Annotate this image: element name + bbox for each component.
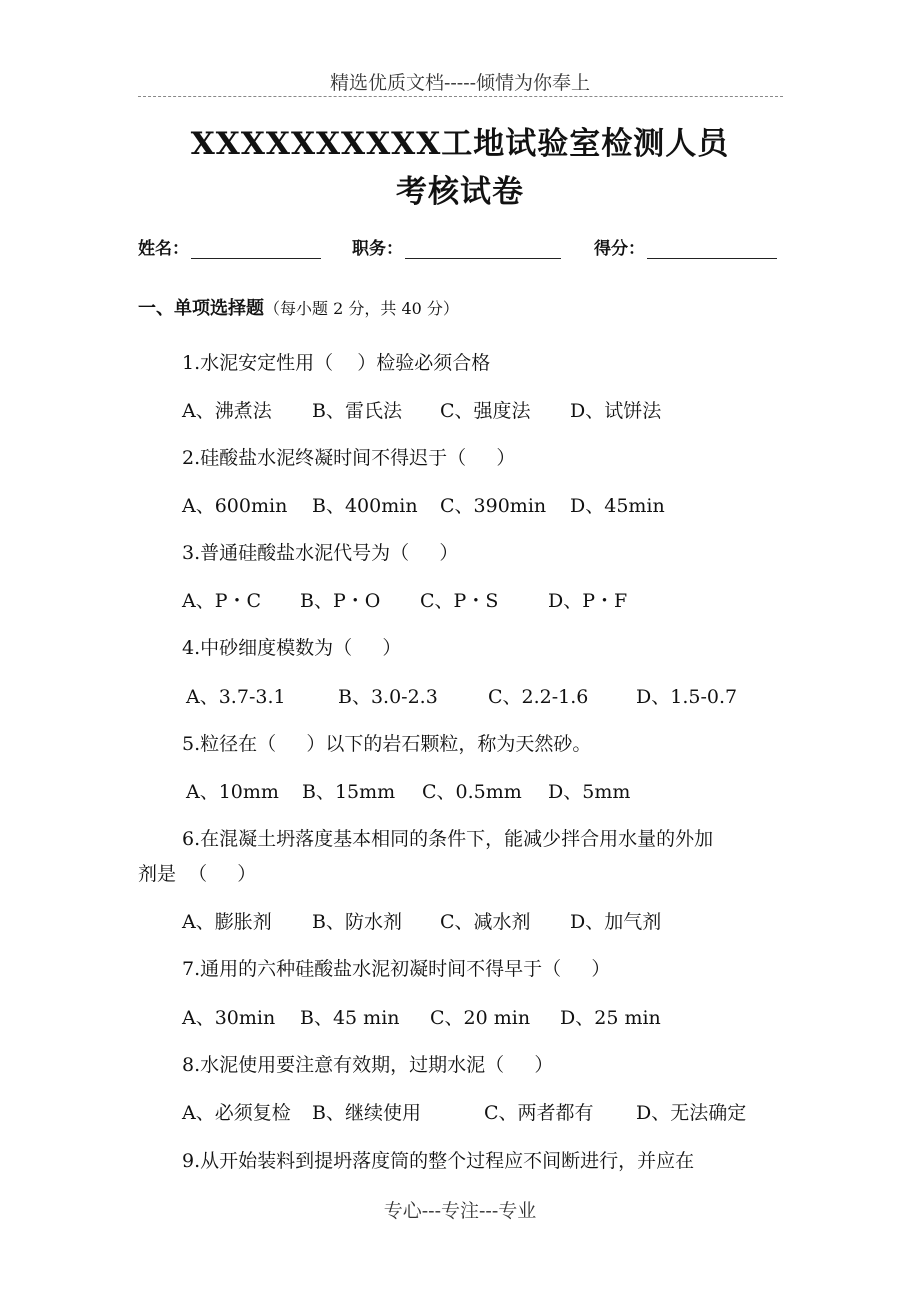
header-divider <box>138 96 783 97</box>
job-blank[interactable] <box>405 240 561 259</box>
question-8-options <box>182 1098 782 1124</box>
q1-option-d[interactable]: D、试饼法 <box>570 400 662 422</box>
q5-option-c[interactable]: C、0.5mm <box>422 781 522 803</box>
q2-option-c[interactable]: C、390min <box>440 495 547 517</box>
exam-title-line1: XXXXXXXXXX工地试验室检测人员 <box>190 126 730 162</box>
question-8-stem: 8.水泥使用要注意有效期，过期水泥（ ） <box>182 1054 554 1076</box>
job-field[interactable] <box>352 234 561 259</box>
q8-option-a[interactable]: A、必须复检 <box>182 1102 291 1124</box>
q8-option-b[interactable]: B、继续使用 <box>312 1102 421 1124</box>
q6-option-d[interactable]: D、加气剂 <box>570 911 662 933</box>
q3-option-d[interactable]: D、P・F <box>548 590 628 612</box>
q8-option-c[interactable]: C、两者都有 <box>484 1102 594 1124</box>
question-1-options <box>182 396 782 422</box>
score-field[interactable] <box>594 234 777 259</box>
question-6-stem-line1: 6.在混凝土坍落度基本相同的条件下，能减少拌合用水量的外加 <box>182 828 714 850</box>
q5-option-d[interactable]: D、5mm <box>548 781 631 803</box>
q2-option-d[interactable]: D、45min <box>570 495 665 517</box>
question-5-stem: 5.粒径在（ ）以下的岩石颗粒，称为天然砂。 <box>182 733 592 755</box>
question-6-stem-line2: 剂是 （ ） <box>138 863 257 885</box>
q4-option-a[interactable]: A、3.7-3.1 <box>186 686 286 708</box>
exam-title-line2: 考核试卷 <box>396 174 524 210</box>
page-footer: 专心---专注---专业 <box>383 1200 537 1222</box>
examinee-info-row <box>138 234 783 260</box>
q2-option-b[interactable]: B、400min <box>312 495 418 517</box>
q1-option-b[interactable]: B、雷氏法 <box>312 400 402 422</box>
question-4-options <box>182 682 782 708</box>
q7-option-d[interactable]: D、25 min <box>560 1007 661 1029</box>
question-7-options <box>182 1003 782 1029</box>
question-6-options <box>182 907 782 933</box>
q6-option-b[interactable]: B、防水剂 <box>312 911 402 933</box>
name-field[interactable] <box>138 234 321 259</box>
q5-option-b[interactable]: B、15mm <box>302 781 396 803</box>
question-3-options <box>182 586 782 612</box>
q3-option-b[interactable]: B、P・O <box>300 590 381 612</box>
q5-option-a[interactable]: A、10mm <box>186 781 279 803</box>
name-label: 姓名： <box>138 239 189 259</box>
q1-option-c[interactable]: C、强度法 <box>440 400 531 422</box>
name-blank[interactable] <box>191 240 321 259</box>
question-1-stem: 1.水泥安定性用（ ）检验必须合格 <box>182 352 491 374</box>
q3-option-c[interactable]: C、P・S <box>420 590 499 612</box>
q4-option-d[interactable]: D、1.5-0.7 <box>636 686 738 708</box>
q6-option-a[interactable]: A、膨胀剂 <box>182 911 272 933</box>
section-note: （每小题 2 分，共 40 分） <box>264 299 459 318</box>
question-9-stem: 9.从开始装料到提坍落度筒的整个过程应不间断进行，并应在 <box>182 1150 695 1172</box>
question-7-stem: 7.通用的六种硅酸盐水泥初凝时间不得早于（ ） <box>182 958 611 980</box>
q3-option-a[interactable]: A、P・C <box>182 590 262 612</box>
q4-option-c[interactable]: C、2.2-1.6 <box>488 686 589 708</box>
question-5-options <box>182 777 782 803</box>
page-header: 精选优质文档-----倾情为你奉上 <box>329 72 591 94</box>
section-title: 一、单项选择题 <box>138 298 264 319</box>
section-heading <box>138 294 459 320</box>
q7-option-b[interactable]: B、45 min <box>300 1007 400 1029</box>
q2-option-a[interactable]: A、600min <box>182 495 288 517</box>
q8-option-d[interactable]: D、无法确定 <box>636 1102 747 1124</box>
question-4-stem: 4.中砂细度模数为（ ） <box>182 637 402 659</box>
q6-option-c[interactable]: C、减水剂 <box>440 911 531 933</box>
score-label: 得分： <box>594 239 645 259</box>
q7-option-c[interactable]: C、20 min <box>430 1007 531 1029</box>
job-label: 职务： <box>352 239 403 259</box>
q7-option-a[interactable]: A、30min <box>182 1007 276 1029</box>
q1-option-a[interactable]: A、沸煮法 <box>182 400 272 422</box>
question-3-stem: 3.普通硅酸盐水泥代号为（ ） <box>182 542 459 564</box>
q4-option-b[interactable]: B、3.0-2.3 <box>338 686 438 708</box>
score-blank[interactable] <box>647 240 777 259</box>
question-2-options <box>182 491 782 517</box>
question-2-stem: 2.硅酸盐水泥终凝时间不得迟于（ ） <box>182 447 516 469</box>
